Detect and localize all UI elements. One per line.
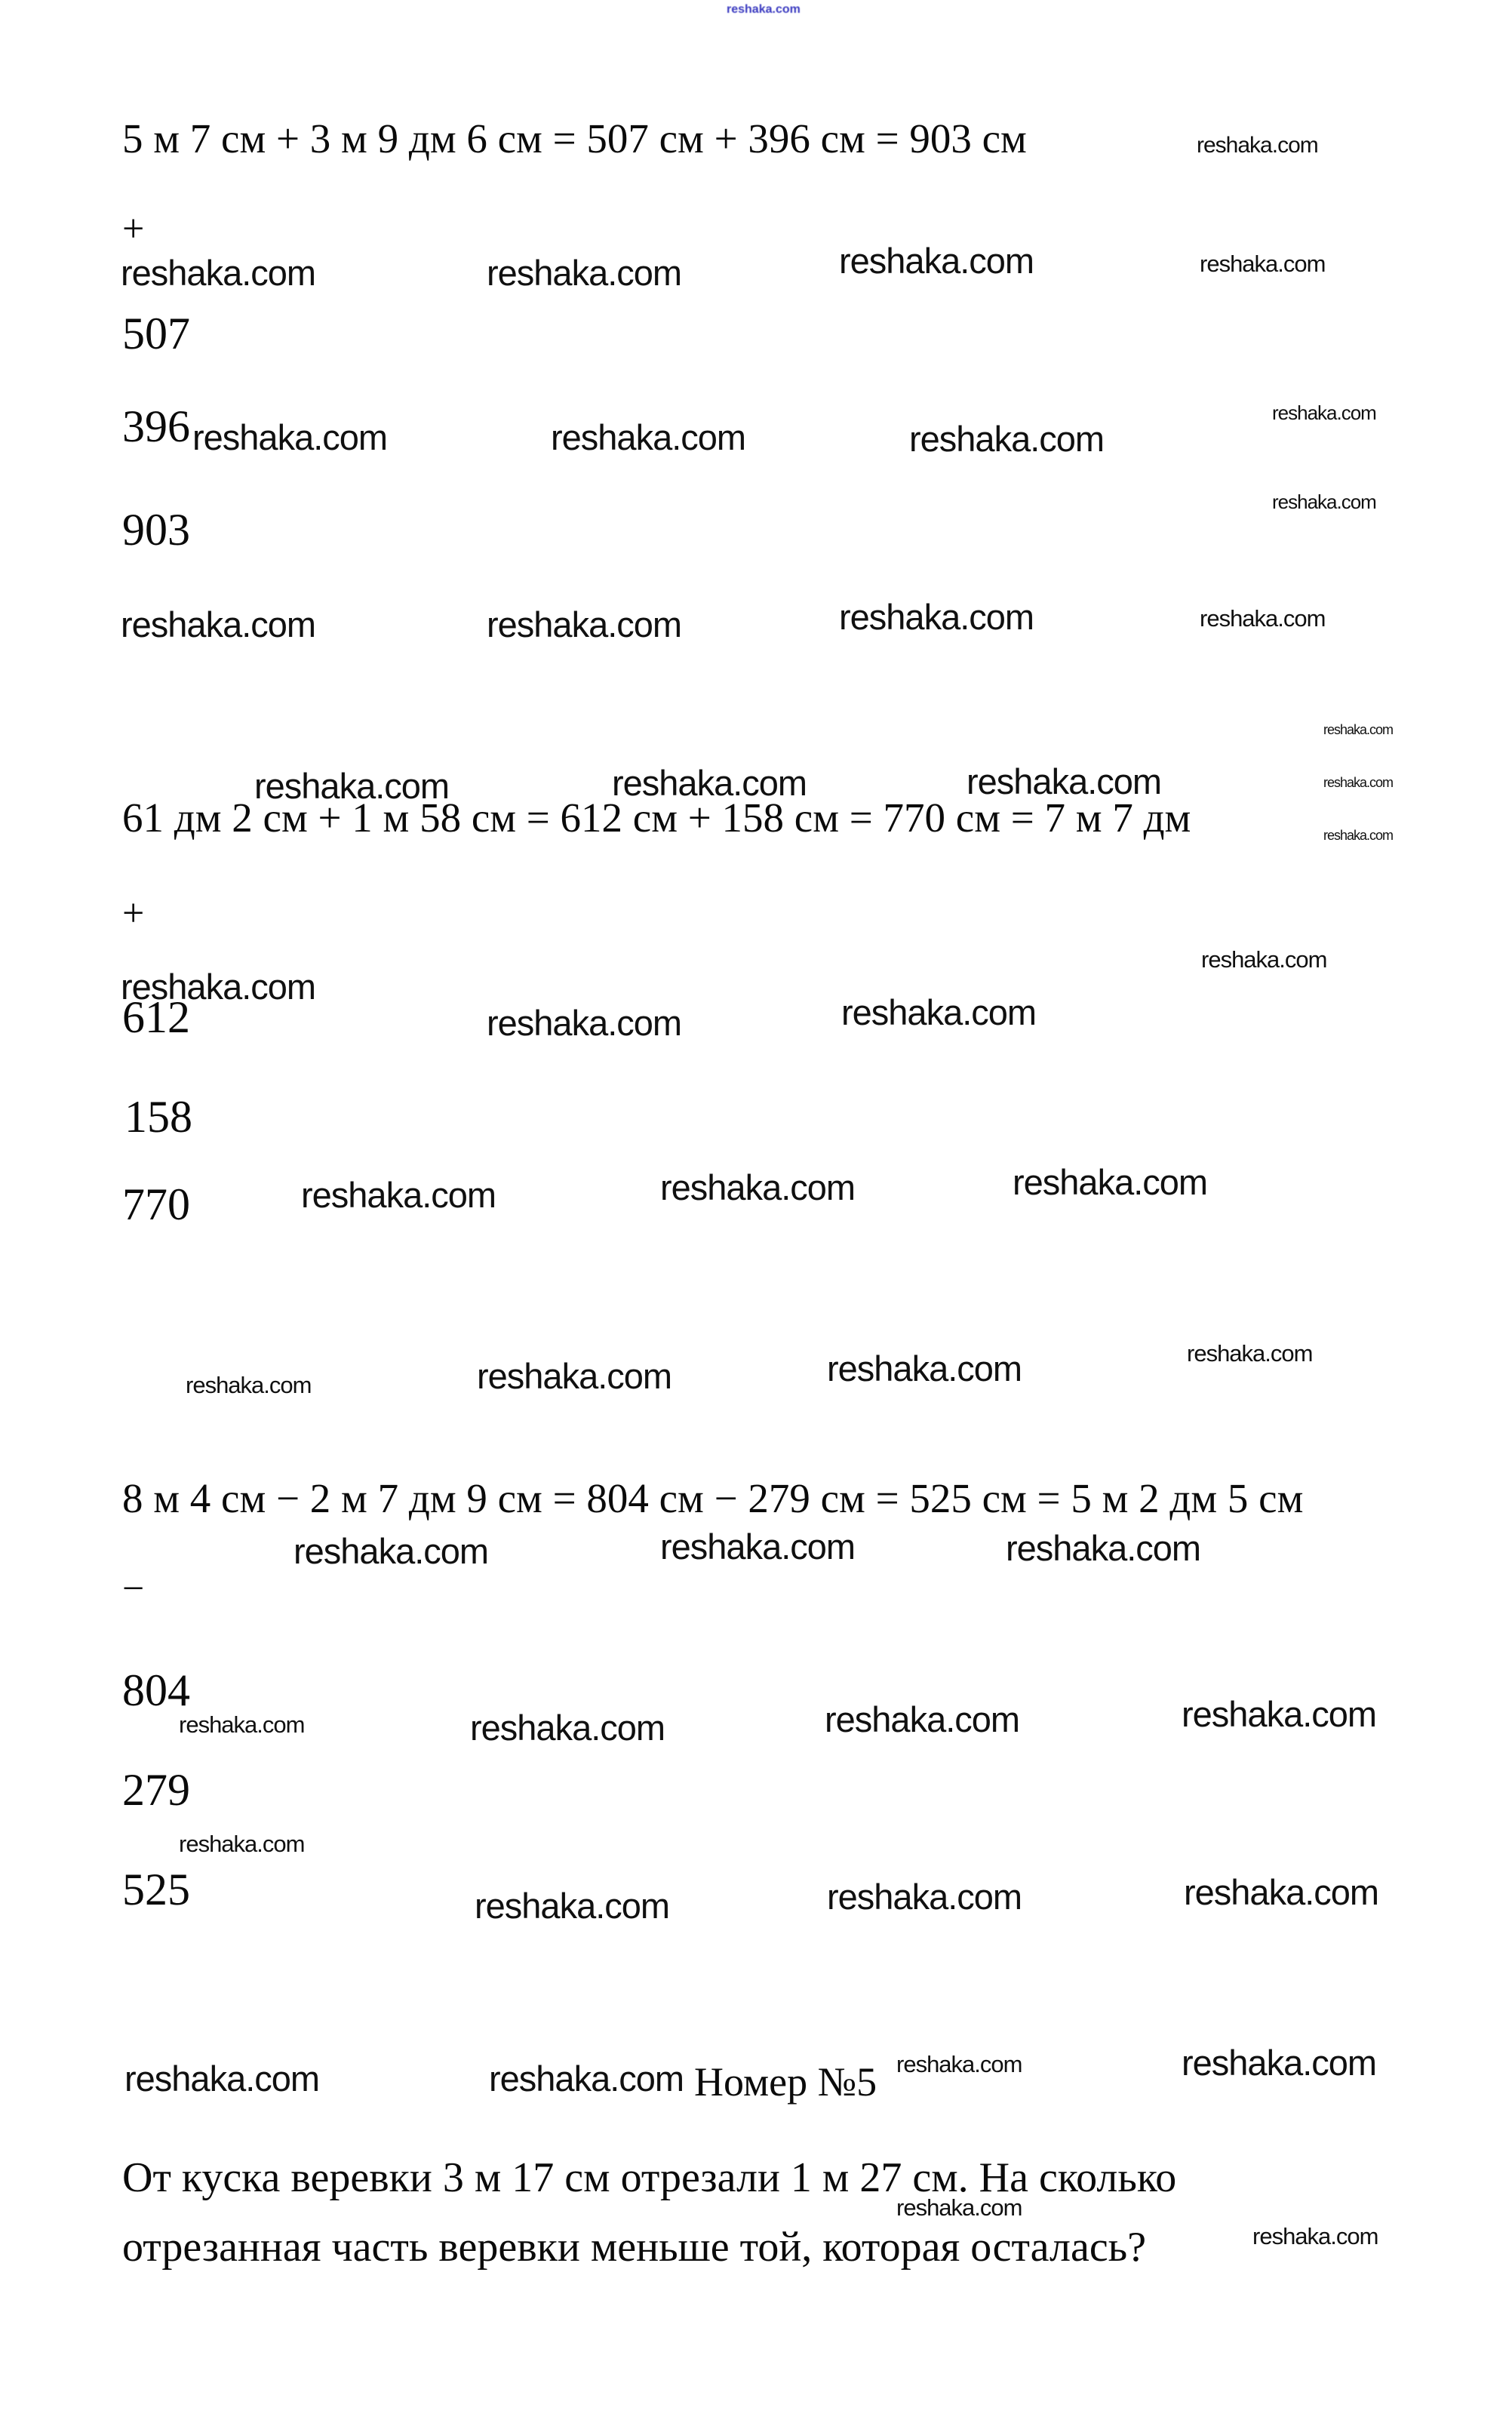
site-watermark: reshaka.com bbox=[1323, 828, 1394, 843]
site-watermark: reshaka.com bbox=[827, 1877, 1022, 1917]
site-watermark: reshaka.com bbox=[1323, 722, 1394, 737]
site-watermark: reshaka.com bbox=[301, 1175, 496, 1215]
site-watermark: reshaka.com bbox=[489, 2059, 684, 2099]
column-2-row-1: 612 bbox=[122, 992, 190, 1042]
equation-3: 8 м 4 см − 2 м 7 дм 9 см = 804 см − 279 см = 525 см = 5 м 2 дм 5 см bbox=[122, 1475, 1304, 1521]
site-watermark: reshaka.com bbox=[896, 2051, 1022, 2077]
task-text-line-1: От куска веревки 3 м 17 см отрезали 1 м 27 см. На сколько bbox=[122, 2154, 1177, 2201]
site-watermark: reshaka.com bbox=[470, 1708, 665, 1748]
column-3-row-1: 804 bbox=[122, 1665, 190, 1715]
site-watermark: reshaka.com bbox=[179, 1831, 305, 1857]
site-watermark: reshaka.com bbox=[1323, 775, 1394, 790]
site-watermark: reshaka.com bbox=[896, 2194, 1022, 2221]
site-watermark: reshaka.com bbox=[1182, 1694, 1377, 1734]
site-watermark: reshaka.com bbox=[487, 604, 682, 644]
task-text-line-2: отрезанная часть веревки меньше той, которая осталась? bbox=[122, 2224, 1147, 2271]
site-watermark: reshaka.com bbox=[477, 1356, 672, 1396]
site-watermark: reshaka.com bbox=[1013, 1162, 1208, 1202]
site-watermark: reshaka.com bbox=[186, 1372, 312, 1398]
site-watermark: reshaka.com bbox=[967, 761, 1162, 801]
site-watermark: reshaka.com bbox=[487, 253, 682, 293]
site-watermark: reshaka.com bbox=[124, 2059, 320, 2099]
site-watermark: reshaka.com bbox=[1201, 946, 1327, 973]
site-watermark: reshaka.com bbox=[660, 1167, 856, 1207]
site-watermark: reshaka.com bbox=[121, 967, 316, 1007]
column-operator-2: + bbox=[122, 892, 145, 935]
column-operator-3: − bbox=[122, 1567, 145, 1610]
site-watermark: reshaka.com bbox=[1200, 605, 1326, 632]
site-watermark: reshaka.com bbox=[839, 241, 1034, 281]
column-1-row-3: 903 bbox=[122, 505, 190, 555]
site-watermark: reshaka.com bbox=[551, 417, 746, 457]
equation-1: 5 м 7 см + 3 м 9 дм 6 см = 507 см + 396 см = 903 см bbox=[122, 115, 1027, 161]
site-watermark: reshaka.com bbox=[909, 419, 1105, 459]
site-watermark: reshaka.com bbox=[121, 604, 316, 644]
site-watermark: reshaka.com bbox=[1187, 1340, 1313, 1367]
equation-2: 61 дм 2 см + 1 м 58 см = 612 см + 158 см = 770 см = 7 м 7 дм bbox=[122, 795, 1191, 841]
column-3-row-3: 525 bbox=[122, 1865, 190, 1914]
site-watermark: reshaka.com bbox=[254, 766, 450, 806]
site-watermark: reshaka.com bbox=[475, 1886, 670, 1926]
site-watermark: reshaka.com bbox=[827, 1348, 1022, 1388]
column-1-row-2: 396 bbox=[122, 401, 190, 451]
site-watermark-blue: reshaka.com bbox=[727, 3, 801, 16]
column-2-row-2: 158 bbox=[124, 1092, 192, 1142]
site-watermark: reshaka.com bbox=[1006, 1528, 1201, 1568]
column-3-row-2: 279 bbox=[122, 1765, 190, 1815]
site-watermark: reshaka.com bbox=[1197, 133, 1318, 158]
site-watermark: reshaka.com bbox=[841, 992, 1037, 1032]
task-number-heading: Номер №5 bbox=[694, 2059, 877, 2105]
site-watermark: reshaka.com bbox=[612, 763, 807, 803]
site-watermark: reshaka.com bbox=[192, 417, 388, 457]
site-watermark: reshaka.com bbox=[121, 253, 316, 293]
site-watermark: reshaka.com bbox=[487, 1003, 682, 1043]
site-watermark: reshaka.com bbox=[1200, 251, 1326, 277]
column-1-row-1: 507 bbox=[122, 309, 190, 358]
site-watermark: reshaka.com bbox=[839, 597, 1034, 637]
site-watermark: reshaka.com bbox=[179, 1711, 305, 1738]
site-watermark: reshaka.com bbox=[293, 1531, 489, 1571]
site-watermark: reshaka.com bbox=[660, 1527, 856, 1567]
site-watermark: reshaka.com bbox=[1184, 1872, 1379, 1912]
site-watermark: reshaka.com bbox=[1272, 490, 1376, 513]
site-watermark: reshaka.com bbox=[1252, 2223, 1378, 2249]
site-watermark: reshaka.com bbox=[825, 1699, 1020, 1739]
site-watermark: reshaka.com bbox=[1272, 401, 1376, 424]
column-operator-1: + bbox=[122, 208, 145, 251]
column-2-row-3: 770 bbox=[122, 1179, 190, 1229]
site-watermark: reshaka.com bbox=[1182, 2043, 1377, 2083]
